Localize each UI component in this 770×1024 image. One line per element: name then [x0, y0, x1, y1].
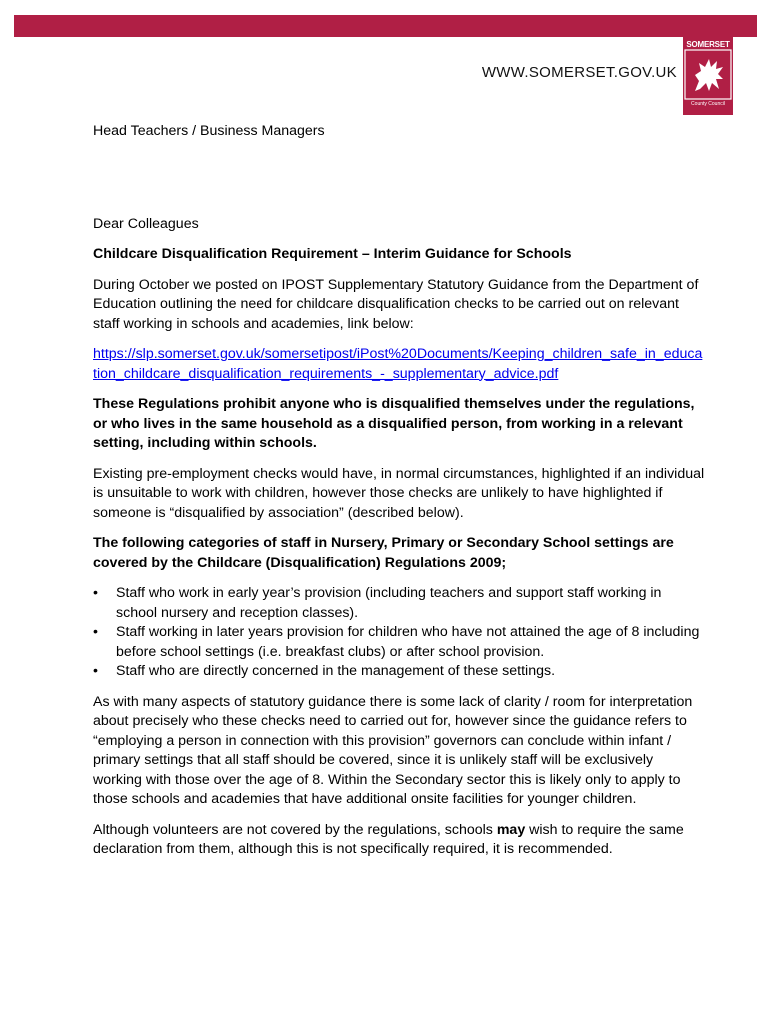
website-url[interactable]: WWW.SOMERSET.GOV.UK	[481, 64, 677, 81]
list-item-text: Staff who work in early year’s provision (including teachers and support staff working in school nursery and reception classes).	[116, 585, 662, 621]
staff-category-list	[93, 584, 705, 682]
paragraph-intro: During October we posted on IPOST Supplementary Statutory Guidance from the Department of Education outlining the need for childcare disqualification checks to be carried out on relevant staff working in schools and academies, link below:	[93, 276, 699, 332]
paragraph-volunteers	[93, 821, 705, 860]
paragraph-interpretation: As with many aspects of statutory guidance there is some lack of clarity / room for interpretation about precisely who these checks need to carried out for, however since the guidance refers to “employing a person in connection with this provision” governors can conclude within infant / primary settings that all staff should be covered, since it is unlikely staff will be exclusively working with those over the age of 8. Within the Secondary sector this is likely only to apply to those schools and academies that have additional onsite facilities for younger children.	[93, 693, 693, 807]
list-item	[93, 662, 705, 682]
salutation: Dear Colleagues	[93, 215, 199, 232]
bullet-icon: •	[93, 585, 98, 601]
paragraph-regulations: These Regulations prohibit anyone who is disqualified themselves under the regulations, or who lives in the same household as a disqualified person, from working in a relevant setting, including within schools.	[93, 396, 695, 451]
letter-subject: Childcare Disqualification Requirement – Interim Guidance for Schools	[93, 246, 572, 262]
letter-body	[93, 122, 705, 871]
volunteers-emphasis: may	[496, 821, 526, 838]
guidance-link[interactable]: https://slp.somerset.gov.uk/somersetipost/iPost%20Documents/Keeping_children_safe_in_education_childcare_disqualification_requirements_-_supplementary_advice.pdf	[93, 346, 703, 382]
somerset-logo	[683, 37, 733, 115]
bullet-icon: •	[93, 663, 98, 679]
list-item	[93, 623, 705, 662]
volunteers-text-start: Although volunteers are not covered by the regulations, schools	[93, 821, 497, 838]
header-color-bar	[14, 15, 757, 37]
list-item-text: Staff who are directly concerned in the management of these settings.	[116, 663, 556, 679]
addressee: Head Teachers / Business Managers	[93, 123, 325, 139]
bullet-icon: •	[93, 624, 98, 640]
logo-word: SOMERSET	[686, 40, 730, 49]
paragraph-checks: Existing pre-employment checks would have, in normal circumstances, highlighted if an individual is unsuitable to work with children, however those checks are unlikely to have highlighted if someone is “disqualified by association” (described below).	[93, 465, 705, 521]
list-item	[93, 584, 705, 623]
paragraph-categories: The following categories of staff in Nursery, Primary or Secondary School settings are covered by the Childcare (Disqualification) Regulations 2009;	[93, 535, 674, 571]
list-item-text: Staff working in later years provision for children who have not attained the age of 8 including before school settings (i.e. breakfast clubs) or after school provision.	[116, 624, 700, 660]
logo-subtext: County Council	[691, 101, 725, 107]
volunteers-text-end: wish to require the same declaration from them, although this is not specifically required, it is recommended.	[93, 821, 684, 857]
